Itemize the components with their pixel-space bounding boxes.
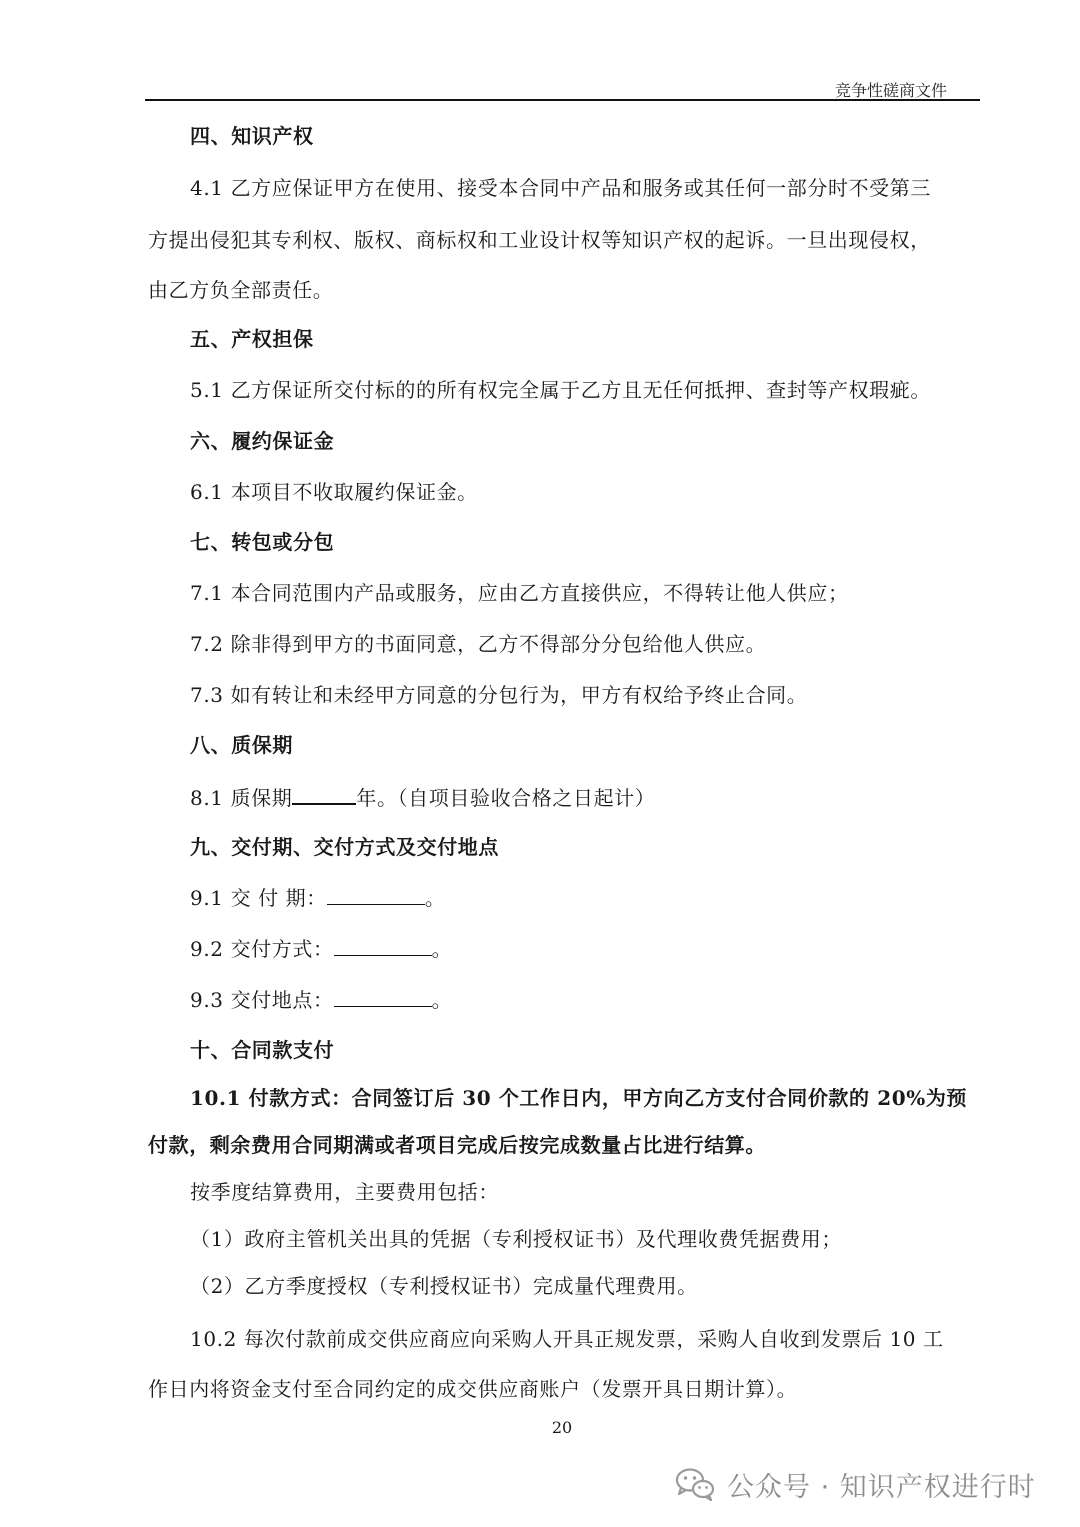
clause-5-1: 5.1 乙方保证所交付标的的所有权完全属于乙方且无任何抵押、查封等产权瑕疵。 [190, 378, 931, 402]
delivery-method-blank[interactable] [334, 937, 432, 956]
clause-9-1-label: 9.1 交 付 期： [190, 886, 327, 910]
section-heading-6: 六、履约保证金 [190, 429, 335, 453]
clause-9-1-period: 。 [424, 886, 446, 910]
section-heading-7: 七、转包或分包 [190, 530, 335, 554]
header-rule [145, 99, 980, 101]
section-heading-10: 十、合同款支付 [190, 1038, 335, 1062]
delivery-location-blank[interactable] [334, 988, 432, 1007]
clause-10-1-line-2: 付款，剩余费用合同期满或者项目完成后按完成数量占比进行结算。 [148, 1133, 766, 1157]
clause-9-2-period: 。 [431, 937, 453, 961]
section-heading-5: 五、产权担保 [190, 327, 314, 351]
clause-7-3: 7.3 如有转让和未经甲方同意的分包行为，甲方有权给予终止合同。 [190, 683, 808, 707]
clause-7-2: 7.2 除非得到甲方的书面同意，乙方不得部分分包给他人供应。 [190, 632, 767, 656]
clause-8-1 [190, 785, 655, 810]
delivery-period-blank[interactable] [327, 886, 425, 905]
section-heading-4: 四、知识产权 [190, 124, 314, 148]
clause-10-1-line-1: 10.1 付款方式：合同签订后 30 个工作日内，甲方向乙方支付合同价款的 20%为预 [190, 1086, 968, 1110]
wechat-icon [675, 1467, 715, 1501]
clause-9-2-label: 9.2 交付方式： [190, 937, 334, 961]
fee-item-1: （1）政府主管机关出具的凭据（专利授权证书）及代理收费凭据费用； [190, 1227, 842, 1251]
quarterly-settlement-text: 按季度结算费用，主要费用包括： [190, 1180, 499, 1204]
clause-10-2-line-2: 作日内将资金支付至合同约定的成交供应商账户（发票开具日期计算）。 [148, 1377, 798, 1401]
clause-4-1-line-1: 4.1 乙方应保证甲方在使用、接受本合同中产品和服务或其任何一部分时不受第三 [190, 176, 931, 200]
page-number: 20 [551, 1418, 573, 1437]
header-title: 竞争性磋商文件 [834, 81, 947, 100]
watermark-text: 公众号 · 知识产权进行时 [727, 1471, 1036, 1503]
clause-8-1-suffix: 年。（自项目验收合格之日起计） [356, 786, 656, 810]
clause-9-3-period: 。 [431, 988, 453, 1012]
clause-9-3-label: 9.3 交付地点： [190, 988, 334, 1012]
clause-9-2 [190, 937, 452, 961]
clause-8-1-label: 8.1 质保期 [190, 786, 293, 810]
clause-9-3 [190, 988, 452, 1012]
section-heading-8: 八、质保期 [190, 733, 293, 757]
clause-7-1: 7.1 本合同范围内产品或服务，应由乙方直接供应，不得转让他人供应； [190, 581, 849, 605]
section-heading-9: 九、交付期、交付方式及交付地点 [190, 835, 499, 859]
clause-4-1-line-3: 由乙方负全部责任。 [148, 278, 334, 302]
clause-9-1 [190, 886, 446, 910]
watermark [675, 1464, 1036, 1504]
clause-4-1-line-2: 方提出侵犯其专利权、版权、商标权和工业设计权等知识产权的起诉。一旦出现侵权， [148, 228, 931, 252]
fee-item-2: （2）乙方季度授权（专利授权证书）完成量代理费用。 [190, 1274, 698, 1298]
clause-10-2-line-1: 10.2 每次付款前成交供应商应向采购人开具正规发票，采购人自收到发票后 10 工 [190, 1327, 944, 1351]
clause-6-1: 6.1 本项目不收取履约保证金。 [190, 480, 478, 504]
warranty-years-blank[interactable] [292, 785, 356, 805]
